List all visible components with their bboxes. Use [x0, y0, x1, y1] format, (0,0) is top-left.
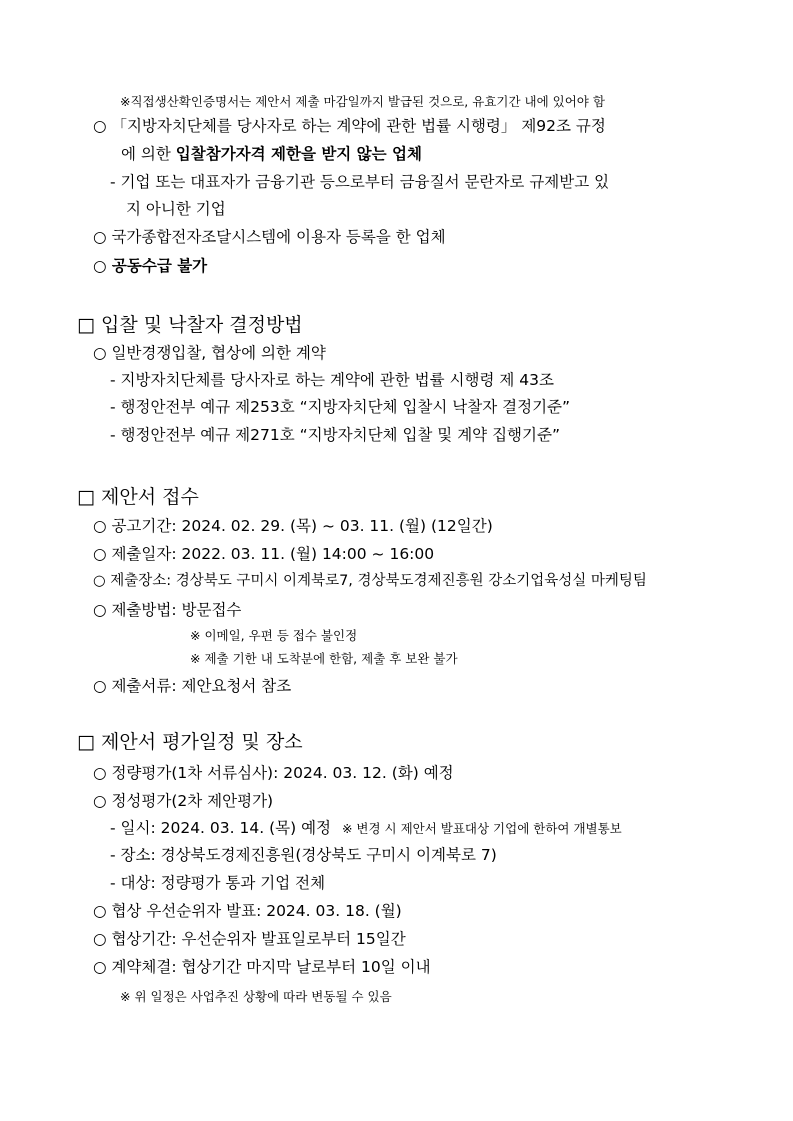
receipt-item-date: ○ 제출일자: 2022. 03. 11. (월) 14:00 ~ 16:00	[93, 545, 435, 563]
eligibility-item-1-line-1: ○ 「지방자치단체를 당사자로 하는 계약에 관한 법률 시행령」 제92조 규정	[93, 117, 606, 135]
section-heading-bid-method: □ 입찰 및 낙찰자 결정방법	[77, 314, 303, 336]
receipt-item-period: ○ 공고기간: 2024. 02. 29. (목) ~ 03. 11. (월) (12일간)	[93, 517, 493, 535]
note-direct-production: ※직접생산확인증명서는 제안서 제출 마감일까지 발급된 것으로, 유효기간 내에 있어야 함	[120, 94, 605, 109]
bid-method-item: ○ 일반경쟁입찰, 협상에 의한 계약	[93, 344, 326, 362]
eligibility-sub-line-1: - 기업 또는 대표자가 금융기관 등으로부터 금융질서 문란자로 규제받고 있	[110, 173, 610, 191]
eval-sub-place: - 장소: 경상북도경제진흥원(경상북도 구미시 이계북로 7)	[110, 846, 497, 864]
receipt-item-place: ○ 제출장소: 경상북도 구미시 이계북로7, 경상북도경제진흥원 강소기업육성실 마케팅팀	[93, 573, 647, 589]
eval-sub-datetime	[110, 819, 622, 838]
section-heading-evaluation: □ 제안서 평가일정 및 장소	[77, 731, 303, 753]
eval-sub-target: - 대상: 정량평가 통과 기업 전체	[110, 874, 326, 892]
eval-item-quantitative: ○ 정량평가(1차 서류심사): 2024. 03. 12. (화) 예정	[93, 764, 454, 782]
eval-item-contract: ○ 계약체결: 협상기간 마지막 날로부터 10일 이내	[93, 958, 431, 976]
eligibility-item-1-emphasis: 입찰참가자격 제한을 받지 않는 업체	[175, 145, 422, 163]
bid-method-sub-3: - 행정안전부 예규 제271호 “지방자치단체 입찰 및 계약 집행기준”	[110, 426, 561, 444]
eval-note-schedule: ※ 위 일정은 사업추진 상황에 따라 변동될 수 있음	[120, 989, 392, 1004]
bid-method-sub-1: - 지방자치단체를 당사자로 하는 계약에 관한 법률 시행령 제 43조	[110, 371, 554, 389]
receipt-note-1: ※ 이메일, 우편 등 접수 불인정	[190, 628, 358, 643]
receipt-note-2: ※ 제출 기한 내 도착분에 한함, 제출 후 보완 불가	[190, 651, 458, 666]
eval-item-negotiation-period: ○ 협상기간: 우선순위자 발표일로부터 15일간	[93, 930, 406, 948]
eval-item-priority-announce: ○ 협상 우선순위자 발표: 2024. 03. 18. (월)	[93, 902, 402, 920]
eval-sub-datetime-text: - 일시: 2024. 03. 14. (목) 예정	[110, 819, 332, 837]
eval-item-qualitative: ○ 정성평가(2차 제안평가)	[93, 792, 274, 810]
eval-sub-datetime-note: ※ 변경 시 제안서 발표대상 기업에 한하여 개별통보	[341, 821, 622, 836]
eligibility-item-2: ○ 국가종합전자조달시스템에 이용자 등록을 한 업체	[93, 228, 446, 246]
eligibility-item-1-prefix: 에 의한	[121, 145, 176, 163]
eligibility-item-3: ○ 공동수급 불가	[93, 257, 208, 275]
eligibility-sub-line-2: 지 아니한 기업	[126, 200, 226, 218]
section-heading-receipt: □ 제안서 접수	[77, 486, 199, 508]
receipt-item-docs: ○ 제출서류: 제안요청서 참조	[93, 677, 292, 695]
receipt-item-method: ○ 제출방법: 방문접수	[93, 601, 242, 619]
eligibility-item-1-line-2	[121, 145, 422, 164]
bid-method-sub-2: - 행정안전부 예규 제253호 “지방자치단체 입찰시 낙찰자 결정기준”	[110, 398, 571, 416]
